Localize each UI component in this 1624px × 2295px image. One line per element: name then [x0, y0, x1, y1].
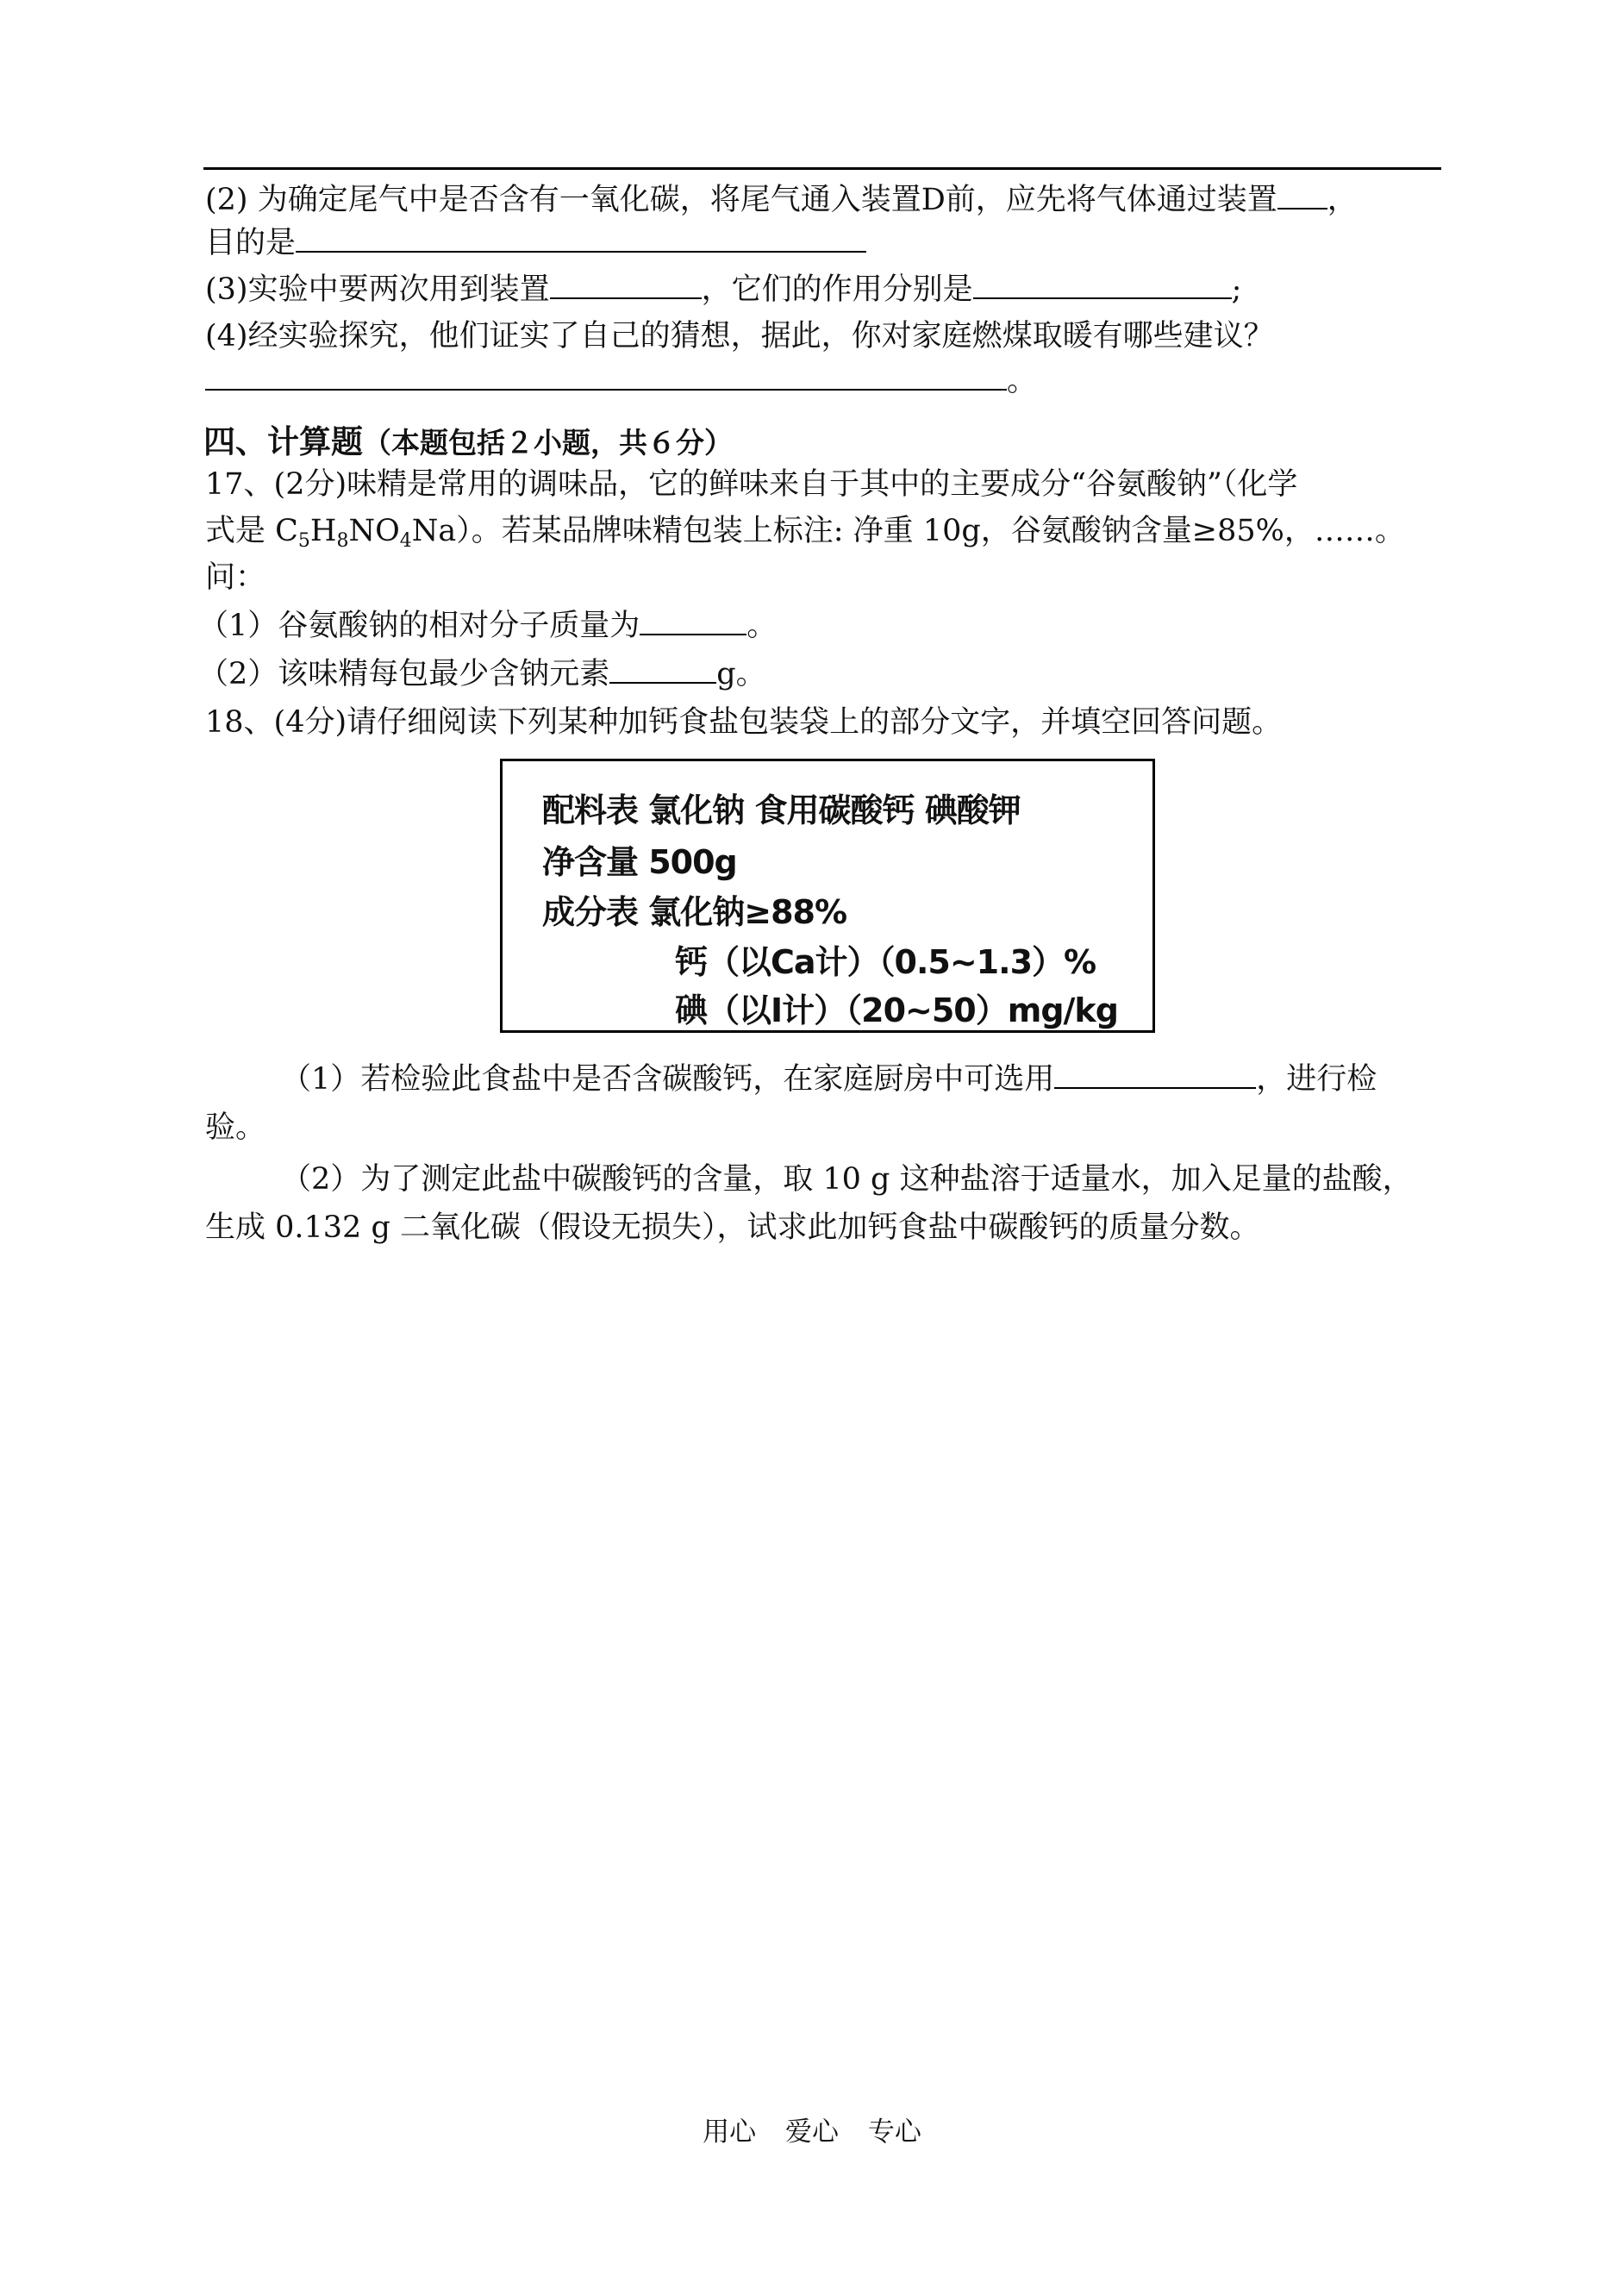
label-calcium: 钙（以Ca计）（0.5~1.3）% — [675, 943, 1096, 981]
q16-part4-text: (4)经实验探究，他们证实了自己的猜想，据此，你对家庭燃煤取暖有哪些建议？ — [205, 319, 1274, 353]
q18-intro — [205, 704, 1282, 741]
subscript: 4 — [399, 530, 412, 552]
footer-word: 专心 — [867, 2117, 921, 2148]
unit: g。 — [716, 657, 766, 691]
q18-sub2-text-b: 生成 0.132 g 二氧化碳（假设无损失），试求此加钙食盐中碳酸钙的质量分数。 — [205, 1210, 1260, 1245]
salt-package-label — [500, 759, 1155, 1033]
answer-blank[interactable] — [1277, 182, 1327, 209]
label-net-content: 净含量 500g — [542, 843, 737, 881]
answer-blank[interactable] — [550, 272, 702, 299]
answer-blank[interactable] — [973, 272, 1232, 299]
q18-sub1-text: （1）若检验此食盐中是否含碳酸钙，在家庭厨房中可选用 — [281, 1062, 1055, 1097]
q18-sub2-line2 — [205, 1209, 1259, 1247]
q16-part3-line — [205, 271, 1241, 309]
page-footer — [0, 2110, 1624, 2148]
footer-word: 用心 — [703, 2117, 757, 2148]
q17-question: 问： — [205, 560, 266, 595]
q17-line1 — [205, 466, 1297, 503]
q16-part2-purpose: 目的是 — [205, 226, 297, 260]
q16-part2-line2 — [205, 224, 866, 262]
q18-sub1-text-b: ，进行检 — [1256, 1062, 1377, 1097]
label-iodine: 碘（以I计）（20~50）mg/kg — [675, 991, 1118, 1029]
answer-blank[interactable] — [296, 225, 866, 253]
header-rule — [203, 167, 1441, 170]
answer-blank[interactable] — [640, 608, 746, 635]
formula-part: NO — [348, 514, 400, 548]
q18-sub1-text-c: 验。 — [205, 1110, 266, 1145]
answer-blank[interactable] — [609, 656, 716, 684]
q17-sub1-text: （1）谷氨酸钠的相对分子质量为 — [198, 609, 640, 643]
subscript: 5 — [297, 530, 310, 552]
punct: ; — [1231, 272, 1242, 307]
q17-line3 — [205, 559, 265, 597]
q17-text-b: Na）。若某品牌味精包装上标注: 净重 10g，谷氨酸钠含量≥85%，……。 — [411, 514, 1405, 548]
q18-intro-text: 18、(4分)请仔细阅读下列某种加钙食盐包装袋上的部分文字，并填空回答问题。 — [205, 705, 1283, 740]
formula-part: 式是 C — [205, 514, 298, 548]
q18-sub2-line1 — [281, 1160, 1413, 1198]
punct: 。 — [746, 609, 778, 643]
section-note: （本题包括２小题，共６分） — [363, 426, 733, 460]
label-composition: 成分表 氯化钠≥88% — [542, 893, 847, 931]
q16-part2-text: (2) 为确定尾气中是否含有一氧化碳，将尾气通入装置D前，应先将气体通过装置 — [205, 183, 1277, 217]
q16-part3-text: (3)实验中要两次用到装置 — [205, 272, 550, 307]
punct: 。 — [1007, 364, 1038, 398]
formula-part: H — [309, 514, 337, 548]
punct: ， — [1327, 183, 1358, 217]
q17-sub2-text: （2）该味精每包最少含钠元素 — [198, 657, 610, 691]
q18-sub2-text: （2）为了测定此盐中碳酸钙的含量，取 10 g 这种盐溶于适量水，加入足量的盐酸， — [281, 1162, 1413, 1197]
label-ingredients: 配料表 氯化钠 食用碳酸钙 碘酸钾 — [542, 791, 1021, 829]
answer-blank[interactable] — [205, 363, 1007, 391]
q17-sub1 — [198, 607, 777, 645]
q17-line2 — [205, 512, 1405, 560]
q17-sub2 — [198, 655, 766, 693]
section-title: 四、计算题 — [203, 423, 363, 460]
q17-text: 17、(2分)味精是常用的调味品，它的鲜味来自于其中的主要成分“谷氨酸钠”（化学 — [205, 467, 1298, 502]
q16-part4-line — [205, 317, 1274, 355]
answer-blank[interactable] — [1054, 1061, 1256, 1089]
subscript: 8 — [336, 530, 349, 552]
section-heading — [203, 416, 733, 462]
q16-part2-line1 — [205, 181, 1358, 219]
q16-part3-text-b: ，它们的作用分别是 — [701, 272, 973, 307]
footer-word: 爱心 — [785, 2117, 839, 2148]
q18-sub1-line2 — [205, 1109, 265, 1147]
q16-part4-answer — [205, 362, 1037, 400]
q18-sub1-line1 — [281, 1060, 1377, 1098]
